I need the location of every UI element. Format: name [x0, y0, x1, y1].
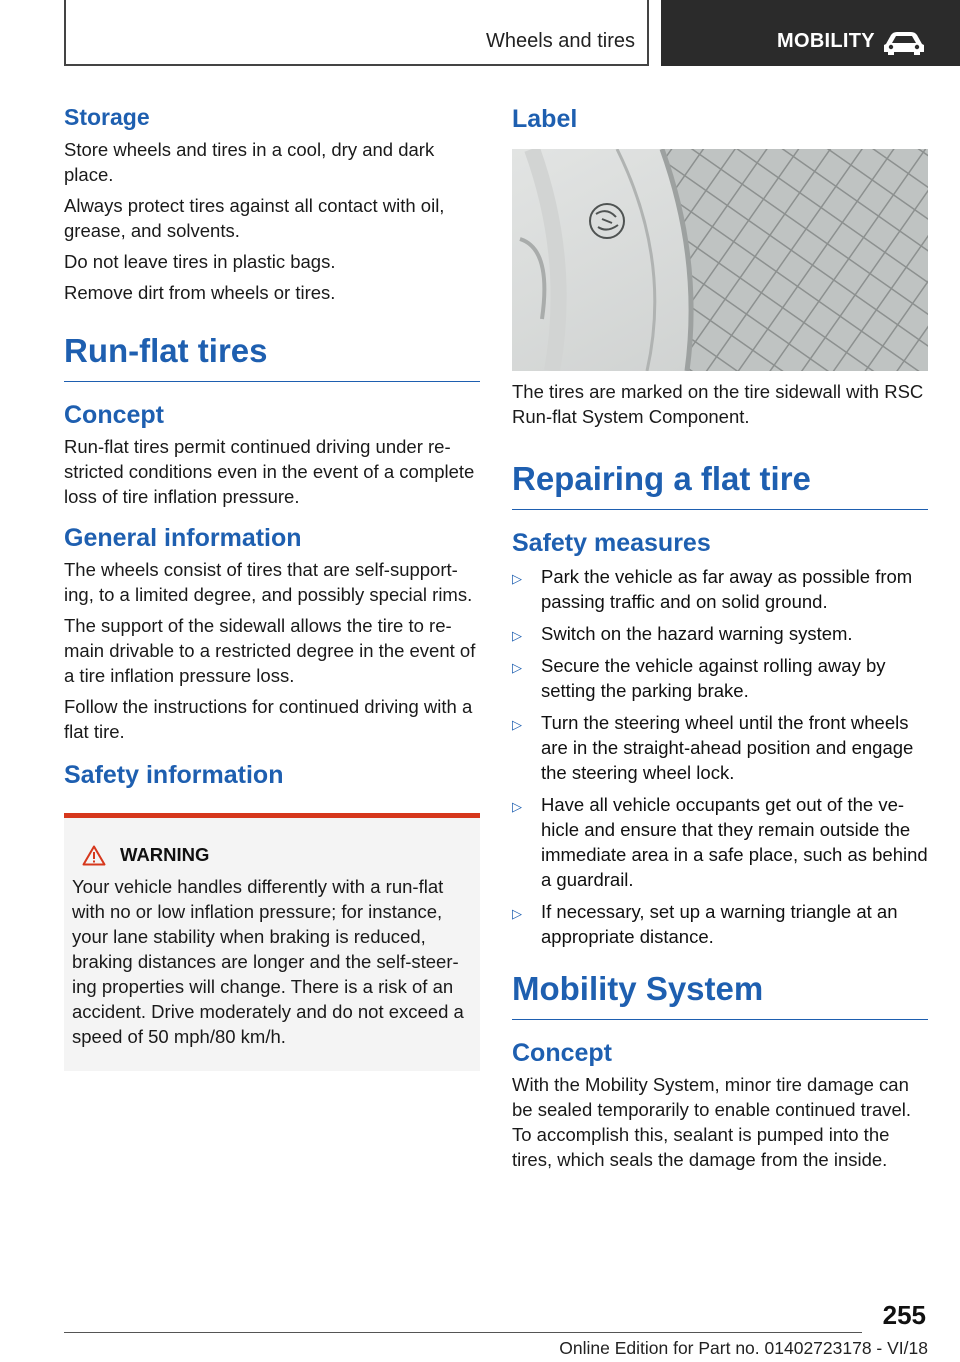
safety-measures-list	[512, 564, 928, 949]
tire-sidewall-image	[512, 149, 928, 371]
storage-paragraph-2: Always protect tires against all contact with oil, grease, and solvents.	[64, 195, 445, 241]
runflat-heading: Run-flat tires	[64, 331, 480, 382]
storage-paragraph-3: Do not leave tires in plastic bags.	[64, 251, 336, 272]
general-info-paragraph-3: Follow the instructions for continued driving with a flat tire.	[64, 696, 473, 742]
repair-heading: Repairing a flat tire	[512, 459, 928, 510]
warning-triangle-icon	[82, 845, 106, 866]
triangle-bullet-icon: ▷	[512, 571, 522, 586]
header-section-box	[64, 0, 649, 66]
label-paragraph: The tires are marked on the tire sidewall with RSC Run-flat System Component.	[512, 381, 924, 427]
list-item: ▷ Park the vehicle as far away as possible from passing traffic and on solid ground.	[512, 566, 913, 612]
header-section-title: Wheels and tires	[486, 30, 635, 52]
list-item: ▷ If necessary, set up a warning triangle at an appropriate distance.	[512, 901, 898, 947]
triangle-bullet-icon: ▷	[512, 906, 522, 921]
warning-title: WARNING	[120, 844, 210, 865]
concept-paragraph: Run-flat tires permit continued driving under restricted conditions even in the event of a complete loss of tire inflation pressure.	[64, 436, 475, 507]
header-chapter-box	[661, 0, 960, 66]
triangle-bullet-icon: ▷	[512, 799, 522, 814]
footer-edition: Online Edition for Part no. 01402723178 - VI/18	[559, 1338, 928, 1358]
footer-divider	[64, 1332, 862, 1333]
triangle-bullet-icon: ▷	[512, 660, 522, 675]
list-item: ▷ Turn the steering wheel until the front wheels are in the straight-ahead position and engage the steering wheel lock.	[512, 712, 914, 783]
warning-box	[64, 813, 480, 1071]
concept-heading: Concept	[64, 401, 164, 429]
storage-paragraph-1: Store wheels and tires in a cool, dry and dark place.	[64, 139, 435, 185]
safety-info-heading: Safety information	[64, 761, 284, 789]
general-info-paragraph-2: The support of the sidewall allows the tire to remain drivable to a restricted degree in the event of a tire inflation pressure loss.	[64, 615, 476, 686]
car-icon	[882, 30, 926, 56]
triangle-bullet-icon: ▷	[512, 628, 522, 643]
label-heading: Label	[512, 105, 578, 133]
list-item: ▷ Have all vehicle occupants get out of the vehicle and ensure that they remain outside the immediate area in a safe place, such as behind a guardrail.	[512, 794, 928, 890]
storage-paragraph-4: Remove dirt from wheels or tires.	[64, 282, 336, 303]
page-number: 255	[882, 1300, 926, 1330]
mobility-system-heading: Mobility System	[512, 969, 928, 1020]
warning-text: Your vehicle handles differently with a run-flat with no or low inflation pressure; for instance, your lane stability when braking is reduced, braking distances are longer and the self-steering properties will change. There is a risk of an accident. Drive moderately and do not exceed a speed of 50 mph/80 km/h.	[72, 876, 464, 1047]
triangle-bullet-icon: ▷	[512, 717, 522, 732]
general-info-paragraph-1: The wheels consist of tires that are self-supporting, to a limited degree, and possibly special rims.	[64, 559, 473, 605]
mobility-concept-paragraph: With the Mobility System, minor tire damage can be sealed temporarily to enable continued travel. To accomplish this, sealant is pumped into the tires, which seals the damage from the inside.	[512, 1074, 912, 1170]
list-item: ▷ Secure the vehicle against rolling away by setting the parking brake.	[512, 655, 886, 701]
right-column	[512, 100, 928, 1172]
mobility-concept-heading: Concept	[512, 1039, 612, 1067]
header-chapter-title: MOBILITY	[777, 30, 875, 52]
left-column	[64, 100, 480, 1071]
storage-heading: Storage	[64, 104, 150, 130]
warning-title-row	[72, 842, 472, 868]
safety-measures-heading: Safety measures	[512, 529, 711, 557]
list-item: ▷ Switch on the hazard warning system.	[512, 621, 928, 646]
general-info-heading: General information	[64, 524, 302, 552]
